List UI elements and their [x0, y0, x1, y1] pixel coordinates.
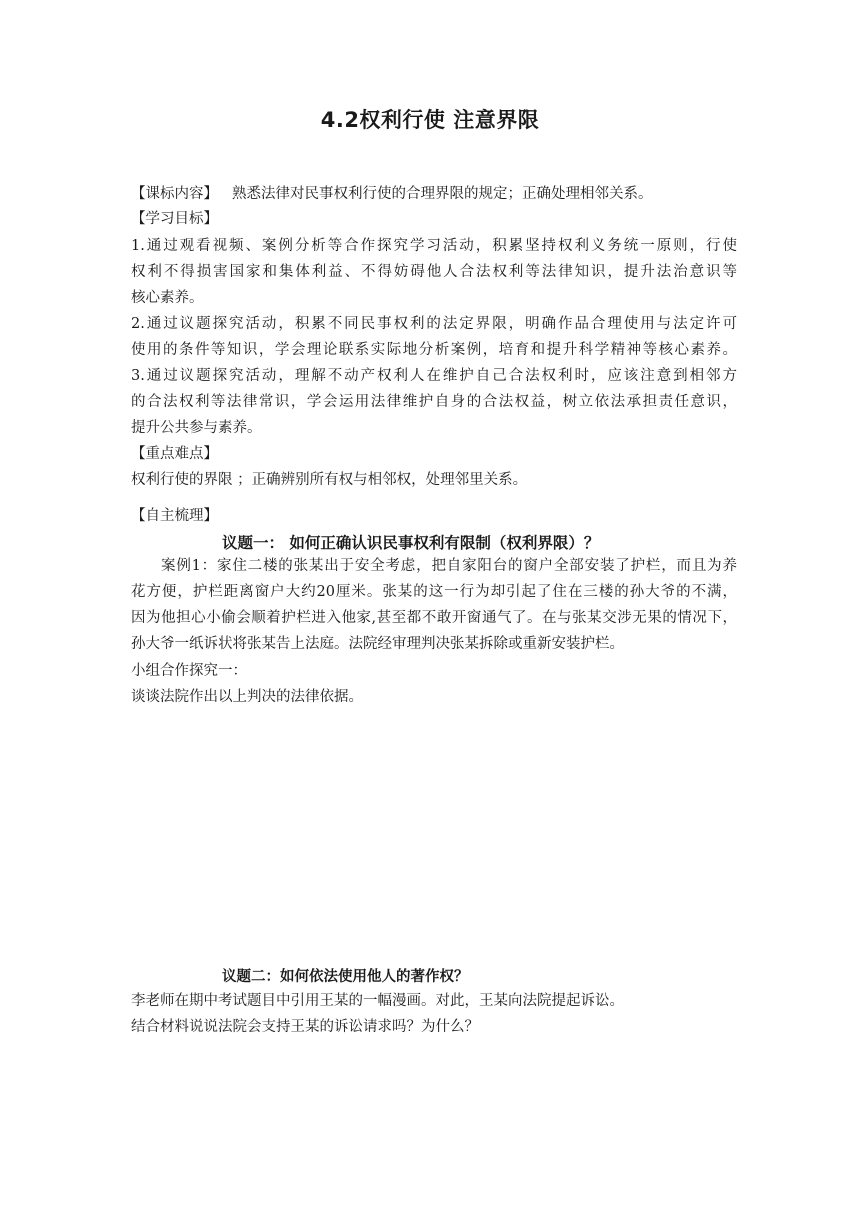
standard-text: 熟悉法律对民事权利行使的合理界限的规定；正确处理相邻关系。 [232, 186, 653, 202]
case-line: 案例1：家住二楼的张某出于安全考虑，把自家阳台的窗户全部安装了护栏，而且为养 [161, 558, 737, 574]
key-points-text: 权利行使的界限 ；正确辨别所有权与相邻权，处理邻里关系。 [131, 472, 528, 488]
key-points-label: 【重点难点】 [131, 446, 218, 462]
topic1-question: 谈谈法院作出以上判决的法律依据。 [131, 689, 363, 705]
standard-row [131, 184, 737, 204]
objective-line: 权利不得损害国家和集体利益、不得妨碍他人合法权利等法律知识，提升法治意识等 [131, 264, 737, 280]
group-study-label: 小组合作探究一： [131, 663, 247, 679]
objective-line: 提升公共参与素养。 [131, 420, 262, 436]
page-title: 4.2权利行使 注意界限 [320, 108, 540, 132]
objective-line: 使用的条件等知识，学会理论联系实际地分析案例，培育和提升科学精神等核心素养。 [131, 342, 737, 358]
objective-line: 3.通过议题探究活动，理解不动产权利人在维护自己合法权利时，应该注意到相邻方 [131, 368, 737, 384]
objective-line: 2.通过议题探究活动，积累不同民事权利的法定界限，明确作品合理使用与法定许可 [131, 316, 737, 332]
standard-label: 【课标内容】 [131, 186, 218, 202]
topic2-heading: 议题二：如何依法使用他人的著作权？ [222, 969, 469, 985]
topic2-line: 李老师在期中考试题目中引用王某的一幅漫画。对此，王某向法院提起诉讼。 [131, 993, 624, 1009]
objectives-label: 【学习目标】 [131, 211, 218, 227]
self-study-label: 【自主梳理】 [131, 508, 218, 524]
topic1-heading: 议题一： 如何正确认识民事权利有限制（权利界限）？ [222, 534, 600, 552]
case-line: 孙大爷一纸诉状将张某告上法庭。法院经审理判决张某拆除或重新安装护栏。 [131, 636, 624, 652]
topic2-line: 结合材料说说法院会支持王某的诉讼请求吗？为什么？ [131, 1019, 479, 1035]
objective-line: 的合法权利等法律常识，学会运用法律维护自身的合法权益，树立依法承担责任意识， [131, 394, 737, 410]
objective-line: 1.通过观看视频、案例分析等合作探究学习活动，积累坚持权利义务统一原则，行使 [131, 238, 737, 254]
objective-line: 核心素养。 [131, 290, 204, 306]
case-line: 花方便，护栏距离窗户大约20厘米。张某的这一行为却引起了住在三楼的孙大爷的不满， [131, 584, 737, 600]
case-line: 因为他担心小偷会顺着护栏进入他家,甚至都不敢开窗通气了。在与张某交涉无果的情况下， [131, 610, 737, 626]
